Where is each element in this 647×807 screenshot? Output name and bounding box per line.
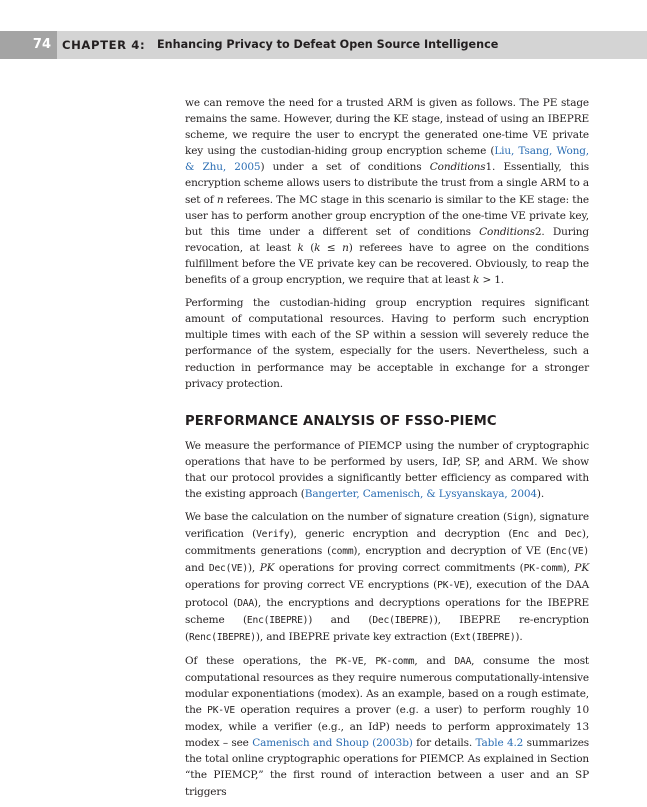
text-run: , consume the most computational resources as they require numerous computationally-intensive modular exponentiations (modex). As an example, based on a rough estimate, the bbox=[185, 654, 589, 717]
citation-bangerter-2004[interactable]: Bangerter, Camenisch, & Lysyanskaya, 2004 bbox=[304, 487, 537, 500]
table-reference-link[interactable]: Table 4.2 bbox=[475, 737, 524, 750]
text-run: ), IBEPRE re-encryption ( bbox=[185, 613, 590, 643]
text-run: ) and ( bbox=[308, 613, 373, 626]
text-run: and bbox=[185, 562, 209, 575]
body-text bbox=[185, 95, 589, 807]
text-run: ). bbox=[536, 487, 545, 500]
code-term: PK-VE bbox=[437, 580, 466, 592]
text-run: ), encryption and decryption of VE ( bbox=[353, 545, 550, 558]
text-run: summarizes the total online cryptographic operations for PIEMCP. As explained in Section “the PIEMCP,” the first round of interaction between a user and an SP triggers bbox=[185, 737, 590, 798]
text-run: referees. The MC stage in this scenario is similar to the KE stage: the user has to perform another group encryption of the one-time VE private key, but this time under a different set of conditions bbox=[185, 193, 589, 238]
running-header bbox=[0, 31, 647, 59]
text-run: ), the encryptions and decryptions operations for the IBEPRE scheme ( bbox=[185, 596, 589, 626]
text-run: we can remove the need for a trusted ARM is given as follows. The PE stage remains the same. However, during the KE stage, instead of using an IBEPRE scheme, we require the user to encrypt the generated one-time VE private key using the custodian-hiding group encryption scheme ( bbox=[185, 97, 589, 158]
code-term: Enc(VE) bbox=[549, 546, 589, 558]
paragraph-3 bbox=[185, 438, 589, 502]
paragraph-5 bbox=[185, 653, 589, 800]
text-run: We measure the performance of PIEMCP using the number of cryptographic operations that have to be performed by users, IdP, SP, and ARM. We show that our protocol provides a significantly better efficiency as compared with the existing approach ( bbox=[185, 439, 589, 500]
math-var: n bbox=[216, 193, 224, 206]
conditions-term: Conditions bbox=[479, 225, 535, 238]
math-var: k bbox=[297, 241, 304, 254]
chapter-label: CHAPTER 4: bbox=[62, 38, 146, 52]
text-run: ≤ bbox=[320, 241, 343, 254]
code-term: DAA bbox=[237, 597, 254, 609]
text-run: for details. bbox=[412, 737, 476, 750]
paragraph-4 bbox=[185, 509, 589, 646]
code-term: comm bbox=[331, 546, 354, 558]
text-run: ), execution of the DAA protocol ( bbox=[185, 579, 589, 609]
conditions-term: Conditions bbox=[429, 161, 486, 174]
code-term: PK-VE bbox=[207, 705, 236, 717]
text-run: ), and IBEPRE private key extraction ( bbox=[255, 630, 455, 643]
text-run: ), signature verification ( bbox=[185, 511, 589, 541]
text-run: operations for proving correct VE encryptions ( bbox=[185, 579, 438, 592]
code-term: DAA bbox=[454, 655, 472, 667]
code-term: Enc bbox=[512, 529, 530, 541]
text-run: ) under a set of conditions bbox=[260, 161, 430, 174]
text-run: ), generic encryption and decryption ( bbox=[289, 528, 513, 541]
text-run: ). bbox=[515, 630, 523, 643]
text-run: We base the calculation on the number of signature creation ( bbox=[185, 511, 507, 524]
text-run: , bbox=[363, 654, 376, 667]
text-run: ), bbox=[247, 562, 260, 575]
code-term: Enc(IBEPRE) bbox=[246, 614, 309, 626]
math-var: PK bbox=[259, 562, 275, 575]
code-term: Renc(IBEPRE) bbox=[188, 631, 256, 643]
text-run: > 1. bbox=[479, 274, 504, 287]
code-term: Verify bbox=[256, 529, 290, 541]
math-var: n bbox=[342, 241, 349, 254]
chapter-title: Enhancing Privacy to Defeat Open Source Intelligence bbox=[157, 38, 499, 51]
text-run: and bbox=[529, 528, 566, 541]
math-var: PK bbox=[574, 562, 590, 575]
text-run: ) referees have to agree on the conditions fulfillment before the VE private key can be recovered. Obviously, to reap the benefits of a group encryption, we require that at least bbox=[185, 241, 589, 287]
paragraph-2: Performing the custodian-hiding group encryption requires significant amount of computational resources. Having to perform such encryption multiple times with each of the SP within a session will severely reduce the performance of the system, especially for the users. Nevertheless, such a reduction in performance may be acceptable in exchange for a stronger privacy protection. bbox=[185, 297, 589, 390]
math-var: k bbox=[314, 241, 321, 254]
text-run: Of these operations, the bbox=[185, 654, 336, 667]
section-heading: PERFORMANCE ANALYSIS OF FSSO-PIEMC bbox=[185, 413, 497, 429]
text-run: operation requires a prover (e.g. a user) to perform roughly 10 modex, while a verifier (e.g., an IdP) needs to perform approximately 13 modex – see bbox=[185, 704, 589, 750]
code-term: PK-comm bbox=[375, 655, 415, 667]
text-run: ), bbox=[562, 562, 575, 575]
citation-camenisch-shoup-2003b[interactable]: Camenisch and Shoup (2003b) bbox=[252, 737, 413, 750]
text-run: , and bbox=[414, 654, 455, 667]
code-term: Dec bbox=[565, 529, 582, 541]
code-term: Dec(VE) bbox=[208, 563, 248, 575]
code-term: Dec(IBEPRE) bbox=[372, 614, 434, 626]
citation-liu-2005[interactable]: Liu, Tsang, Wong, & Zhu, 2005 bbox=[185, 145, 589, 174]
code-term: PK-VE bbox=[335, 655, 364, 667]
code-term: Sign bbox=[506, 512, 530, 524]
text-run: ( bbox=[303, 241, 315, 254]
paragraph-1 bbox=[185, 95, 589, 288]
math-var: k bbox=[473, 274, 480, 287]
code-term: PK-comm bbox=[523, 563, 563, 575]
text-run: 2. During revocation, at least bbox=[185, 225, 589, 254]
page-number: 74 bbox=[0, 31, 57, 59]
code-term: Ext(IBEPRE) bbox=[454, 631, 516, 643]
text-run: ), commitments generations ( bbox=[185, 528, 590, 558]
text-run: 1. Essentially, this encryption scheme allows users to distribute the trust from a single ARM to a set of bbox=[185, 161, 589, 206]
text-run: operations for proving correct commitments ( bbox=[274, 562, 524, 575]
